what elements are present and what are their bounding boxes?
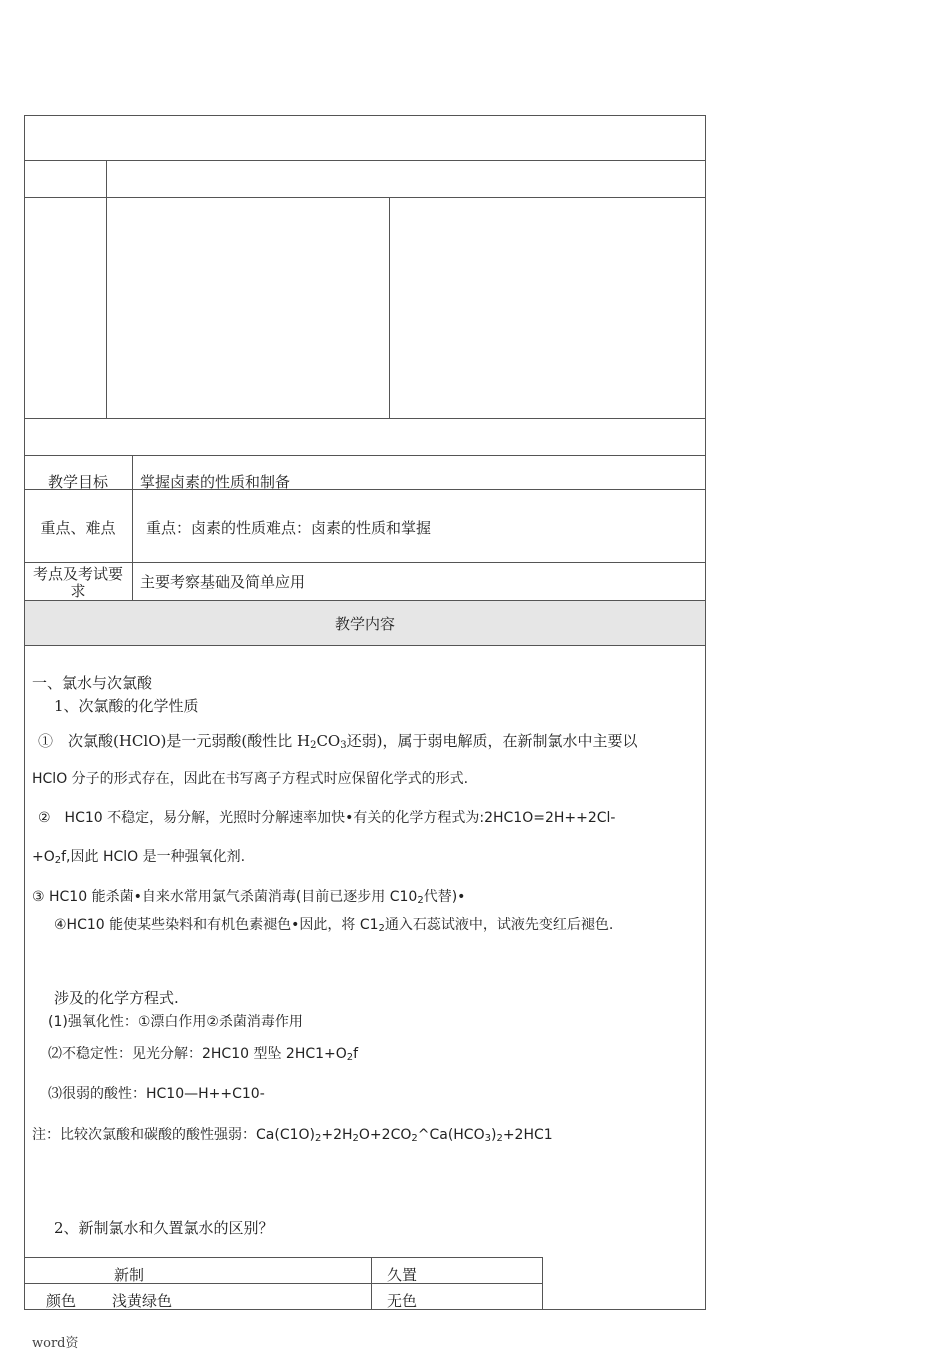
- paragraph-1-line2: HClO 分子的形式存在，因此在书写离子方程式时应保留化学式的形式.: [32, 771, 469, 787]
- compare-header-old: 久置: [387, 1266, 418, 1284]
- keypoints-value: 重点：卤素的性质难点：卤素的性质和掌握: [146, 519, 432, 537]
- paragraph-2: ② HC10 不稳定，易分解，光照时分解速率加快•有关的化学方程式为:2HC1O=2H++2Cl-: [38, 810, 616, 826]
- note: 注：比较次氯酸和碳酸的酸性强弱：$Ca(C1O)_2+2H_2O+2CO_2\^{}Ca(HCO_3)_2+2HC1$: [32, 1127, 553, 1144]
- divider: [24, 160, 706, 161]
- divider: [24, 562, 706, 563]
- compare-header-new: 新制: [114, 1266, 145, 1284]
- equation-3: ⑶很弱的酸性：HC10—H++C10-: [48, 1086, 265, 1102]
- goal-value: 掌握卤素的性质和制备: [140, 473, 291, 491]
- compare-row-new: 浅黄绿色: [112, 1292, 173, 1310]
- equations-title: 涉及的化学方程式.: [54, 989, 179, 1007]
- compare-row-old: 无色: [387, 1292, 418, 1310]
- paragraph-2-line2: $+O_2f$,因此 HClO 是一种强氧化剂.: [32, 849, 246, 866]
- equation-2: ⑵不稳定性：见光分解：2HC10 型坠 $2HC1+O_2f$: [48, 1046, 359, 1063]
- exam-value: 主要考察基础及简单应用: [140, 573, 306, 591]
- divider: [24, 1283, 543, 1284]
- exam-label-line1: 考点及考试要: [32, 565, 123, 583]
- goal-label: 教学目标: [47, 473, 108, 491]
- divider: [389, 197, 390, 418]
- compare-row-label: 颜色: [46, 1292, 77, 1310]
- divider: [132, 455, 133, 600]
- subsection-title: 1、次氯酸的化学性质: [54, 697, 199, 715]
- subsection-title-2: 2、新制氯水和久置氯水的区别？: [54, 1219, 274, 1237]
- divider: [24, 418, 706, 419]
- content-header: 教学内容: [334, 615, 395, 633]
- divider: [24, 197, 706, 198]
- paragraph-4: ④HC10 能使某些染料和有机色素褪色•因此，将 $C1_2$通入石蕊试液中，试液先变红后褪色.: [54, 917, 614, 934]
- divider: [371, 1257, 372, 1310]
- keypoints-label: 重点、难点: [40, 519, 116, 537]
- paragraph-1: ① 次氯酸(HClO)是一元弱酸(酸性比 $H_2CO_3$还弱)，属于弱电解质，在新制氯水中主要以: [38, 732, 638, 751]
- footer-text: word资: [32, 1336, 79, 1351]
- header-table: [24, 115, 706, 490]
- equation-1: (1)强氧化性：①漂白作用②杀菌消毒作用: [48, 1014, 303, 1030]
- paragraph-3: ③ HC10 能杀菌•自来水常用氯气杀菌消毒(目前已逐步用 $C10_2$代替)•: [32, 889, 466, 906]
- section-title: 一、氯水与次氯酸: [32, 674, 153, 692]
- exam-label-line2: 求: [70, 582, 86, 600]
- divider: [106, 160, 107, 418]
